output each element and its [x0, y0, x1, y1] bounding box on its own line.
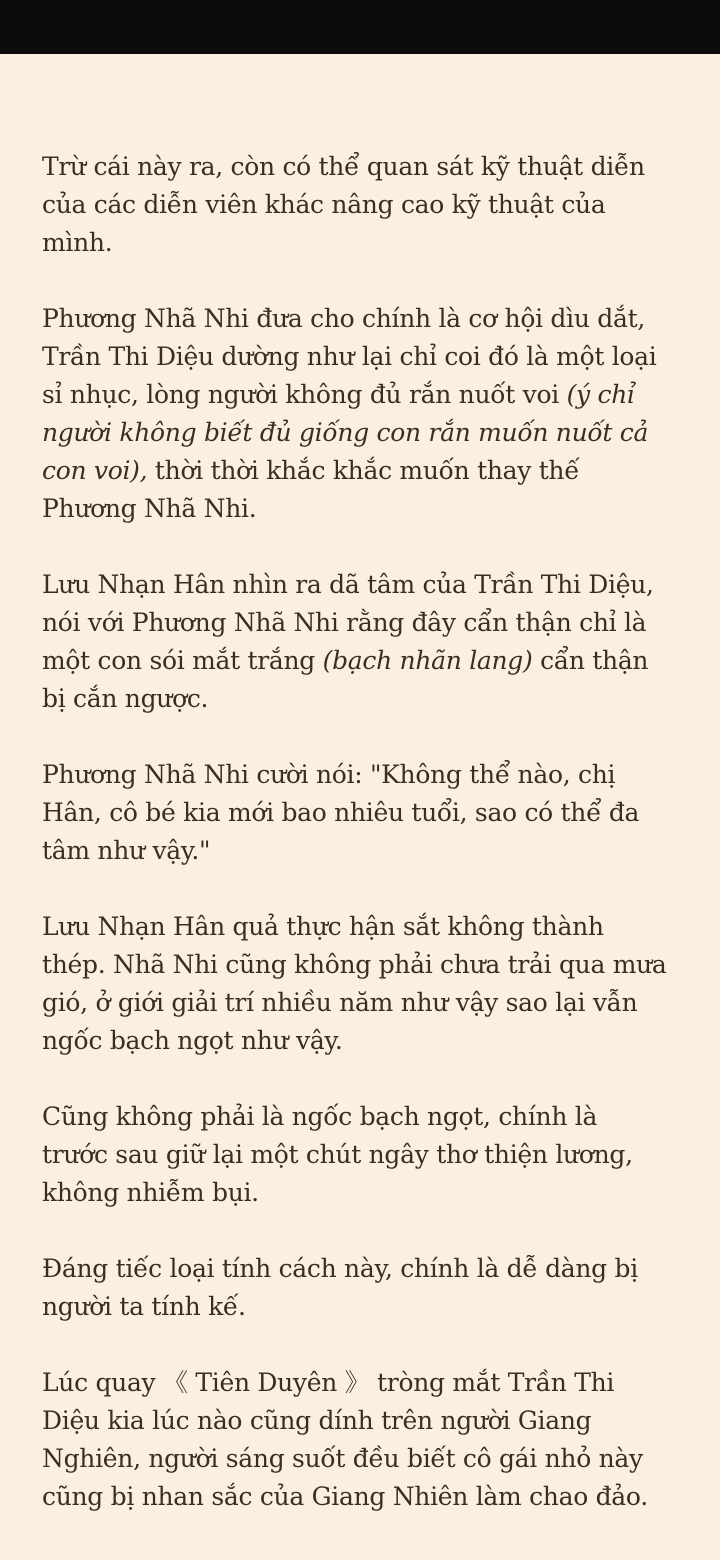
paragraph — [42, 148, 668, 262]
paragraph-text: Cũng không phải là ngốc bạch ngọt, chính là trước sau giữ lại một chút ngây thơ thiện lương, không nhiễm bụi. — [42, 1102, 633, 1207]
paragraph — [42, 1098, 668, 1212]
paragraph-text: Phương Nhã Nhi đưa cho chính là cơ hội dìu dắt, Trần Thi Diệu dường như lại chỉ coi đó là một loại sỉ nhục, lòng người không đủ rắn nuốt voi — [42, 304, 657, 409]
paragraph-note: (ý chỉ người không biết đủ giống con rắn muốn nuốt cả con voi), — [42, 380, 649, 485]
paragraph-note: (bạch nhãn lang) — [322, 646, 533, 675]
paragraph-text: Lưu Nhạn Hân quả thực hận sắt không thành thép. Nhã Nhi cũng không phải chưa trải qua mưa gió, ở giới giải trí nhiều năm như vậy sao lại vẫn ngốc bạch ngọt như vậy. — [42, 912, 667, 1055]
paragraph — [42, 756, 668, 870]
reader-page[interactable] — [0, 54, 720, 1514]
bottom-margin — [0, 1514, 720, 1560]
paragraph-text: Đáng tiếc loại tính cách này, chính là dễ dàng bị người ta tính kế. — [42, 1254, 638, 1321]
paragraph — [42, 1250, 668, 1326]
paragraph — [42, 300, 668, 528]
paragraph-text: Phương Nhã Nhi cười nói: "Không thể nào, chị Hân, cô bé kia mới bao nhiêu tuổi, sao có thể đa tâm như vậy." — [42, 760, 640, 865]
status-bar — [0, 0, 720, 54]
paragraph-text: Lúc quay 《 Tiên Duyên 》 tròng mắt Trần Thi Diệu kia lúc nào cũng dính trên người Giang Nghiên, người sáng suốt đều biết cô gái nhỏ này cũng bị nhan sắc của Giang Nhiên làm chao đảo. — [42, 1368, 648, 1511]
paragraph-text: Lưu Nhạn Hân nhìn ra dã tâm của Trần Thi Diệu, nói với Phương Nhã Nhi rằng đây cẩn thận chỉ là một con sói mắt trắng — [42, 570, 654, 675]
paragraph-text: Trừ cái này ra, còn có thể quan sát kỹ thuật diễn của các diễn viên khác nâng cao kỹ thuật của mình. — [42, 152, 645, 257]
paragraph-text: cẩn thận bị cắn ngược. — [42, 646, 649, 713]
chapter-content — [42, 148, 668, 1514]
paragraph — [42, 908, 668, 1060]
paragraph — [42, 566, 668, 718]
paragraph — [42, 1364, 668, 1514]
paragraph-text: thời thời khắc khắc muốn thay thế Phương Nhã Nhi. — [42, 456, 580, 523]
